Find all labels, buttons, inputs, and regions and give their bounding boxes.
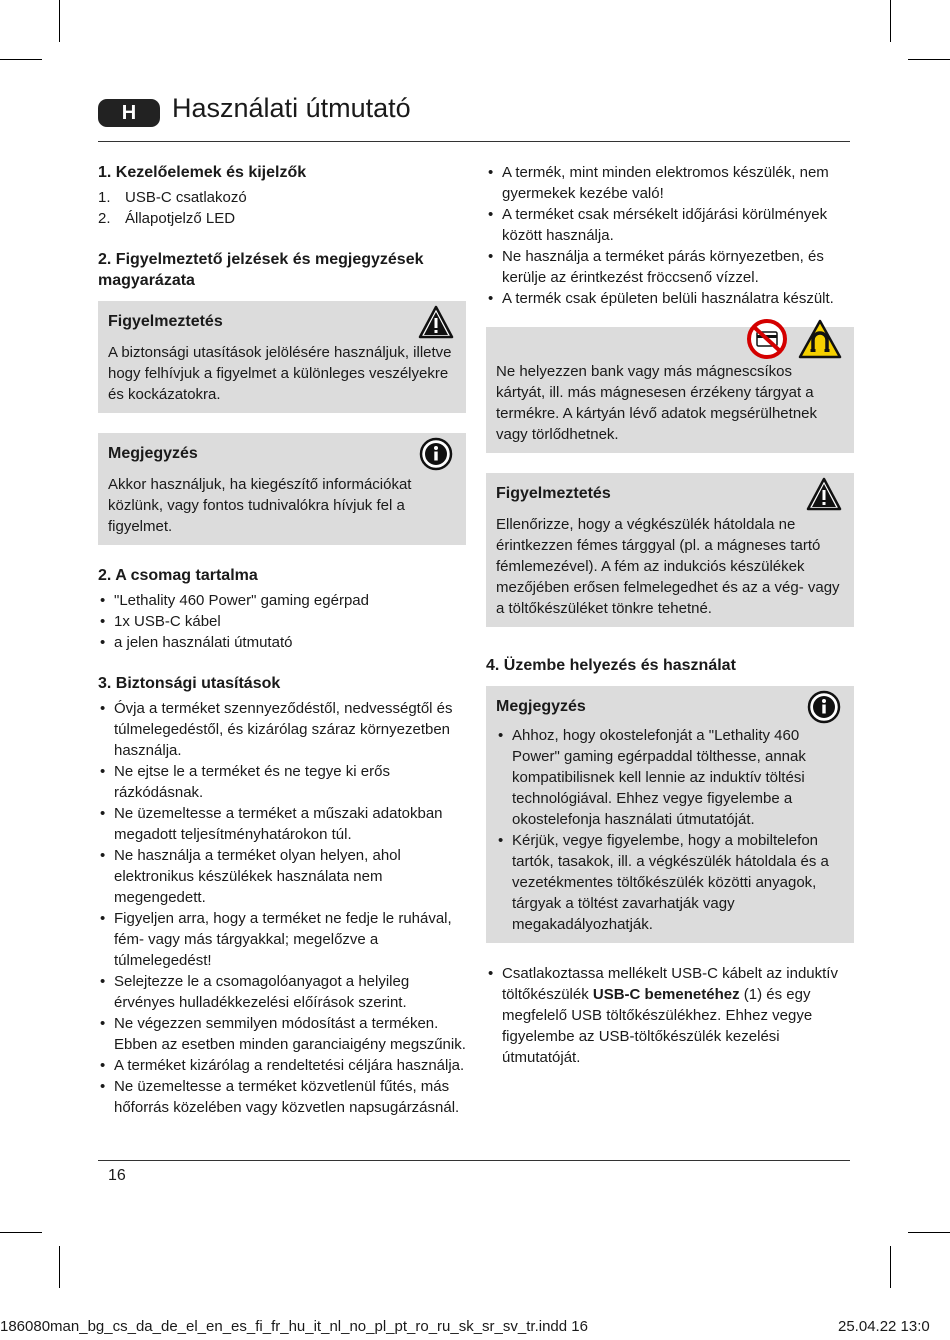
list-item: • Figyeljen arra, hogy a terméket ne fedje le ruhával, fém- vagy más tárgyakkal; megelőzve a túlmelegedést! xyxy=(98,908,466,971)
list-item: • Ne ejtse le a terméket és ne tegye ki erős rázkódásnak. xyxy=(98,761,466,803)
list-item: • "Lethality 460 Power" gaming egérpad xyxy=(98,590,466,611)
box-title: Figyelmeztetés xyxy=(108,313,223,330)
section-heading: 2. Figyelmeztető jelzések és megjegyzések magyarázata xyxy=(98,251,424,289)
page-number: 16 xyxy=(108,1167,126,1184)
language-badge: H xyxy=(98,99,160,127)
controls-list xyxy=(98,187,466,229)
section-package xyxy=(98,565,466,653)
list-item: • A termék, mint minden elektromos készülék, nem gyermekek kezébe való! xyxy=(486,162,854,204)
right-column xyxy=(486,162,854,1088)
emphasis-text: USB-C bemenetéhez xyxy=(592,986,740,1003)
list-item: • A terméket kizárólag a rendeltetési céljára használja. xyxy=(98,1055,466,1076)
usage-steps xyxy=(486,963,854,1068)
list-item: • a jelen használati útmutató xyxy=(98,632,466,653)
list-item: • A terméket csak mérsékelt időjárási körülmények között használja. xyxy=(486,204,854,246)
page-header xyxy=(98,93,850,142)
package-list xyxy=(98,590,466,653)
crop-mark xyxy=(59,0,60,42)
section-controls xyxy=(98,162,466,229)
page-footer xyxy=(98,1160,850,1184)
magnetic-field-warning-icon xyxy=(798,319,842,359)
box-title: Figyelmeztetés xyxy=(496,485,611,502)
box-title: Megjegyzés xyxy=(496,698,586,715)
list-item: • Ne használja a terméket párás környezetben, és kerülje az érintkezést fröccsenő vízzel. xyxy=(486,246,854,288)
info-circle-icon xyxy=(806,690,842,729)
list-item: • 1x USB-C kábel xyxy=(98,611,466,632)
list-item: • Ne használja a terméket olyan helyen, ahol elektronikus készülékek használata nem megengedett. xyxy=(98,845,466,908)
no-magnetic-cards-icon xyxy=(746,319,788,359)
list-item: • Csatlakoztassa mellékelt USB-C kábelt az induktív töltőkészülék USB-C bemenetéhez (1) és egy megfelelő USB töltőkészülékhez. Ehhez vegye figyelembe az USB-töltőkészülék kezelési útmutatóját. xyxy=(486,963,854,1068)
list-item: • Kérjük, vegye figyelembe, hogy a mobiltelefon tartók, tasakok, ill. a végkészülék hátoldala és a vezetékmentes töltőkészülék közötti anyagok, tárgyak a töltést zavarhatják vagy megakadályozhatják. xyxy=(496,830,844,935)
box-title: Megjegyzés xyxy=(108,445,198,462)
list-item: 1. USB-C csatlakozó xyxy=(98,189,247,206)
list-item: • Ne végezzen semmilyen módosítást a terméken. Ebben az esetben minden garanciaigény megszűnik. xyxy=(98,1013,466,1055)
magnet-warning-box xyxy=(486,327,854,453)
section-heading: 4. Üzembe helyezés és használat xyxy=(486,657,736,674)
crop-mark xyxy=(0,1232,42,1233)
box-text: Ne helyezzen bank vagy más mágnescsíkos kártyát, ill. más mágnesesen érzékeny tárgyat a termékre. A kártyán lévő adatok megsérülhetnek vagy törlődhetnek. xyxy=(496,363,818,443)
warning-box xyxy=(98,301,466,413)
warning-box xyxy=(486,473,854,627)
left-column xyxy=(98,162,466,1138)
box-text: Ellenőrizze, hogy a végkészülék hátoldala ne érintkezzen fémes tárggyal (pl. a mágneses tartó fémlemezével). A fém az indukciós készülékek mezőjében erősen felmelegedhet és az a vég- vagy a töltőkészüléket tönkre tehetné. xyxy=(496,516,840,617)
safety-list xyxy=(98,698,466,1118)
crop-mark xyxy=(890,1246,891,1288)
crop-mark xyxy=(908,59,950,60)
section-usage xyxy=(486,655,854,1068)
list-item: • Ne üzemeltesse a terméket a műszaki adatokban megadott teljesítményhatárokon túl. xyxy=(98,803,466,845)
list-item: • Ahhoz, hogy okostelefonját a "Lethality 460 Power" gaming egérpaddal tölthesse, annak kompatibilisnek kell lennie az induktív töltési technológiával. Ehhez vegye figyelembe a okostelefonja használati útmutatóját. xyxy=(496,725,844,830)
warning-triangle-icon xyxy=(806,477,842,516)
crop-mark xyxy=(0,59,42,60)
box-text: A biztonsági utasítások jelölésére használjuk, illetve hogy felhívjuk a figyelmet a különleges veszélyekre és kockázatokra. xyxy=(108,344,452,403)
info-circle-icon xyxy=(418,437,454,476)
crop-mark xyxy=(59,1246,60,1288)
document-title: Használati útmutató xyxy=(172,93,411,123)
box-text: Akkor használjuk, ha kiegészítő információkat közlünk, vagy fontos tudnivalókra hívjuk fel a figyelmet. xyxy=(108,476,412,535)
section-heading: 1. Kezelőelemek és kijelzők xyxy=(98,164,307,181)
print-slug-date: 25.04.22 13:0 xyxy=(838,1318,930,1335)
list-item: • Selejtezze le a csomagolóanyagot a helyileg érvényes hulladékkezelési előírások szerint. xyxy=(98,971,466,1013)
section-heading: 3. Biztonsági utasítások xyxy=(98,675,281,692)
print-slug: 186080man_bg_cs_da_de_el_en_es_fi_fr_hu_it_nl_no_pl_pt_ro_ru_sk_sr_sv_tr.indd 16 xyxy=(0,1318,588,1335)
note-list xyxy=(496,725,844,935)
note-box xyxy=(486,686,854,943)
list-item: 2. Állapotjelző LED xyxy=(98,210,236,227)
section-safety xyxy=(98,673,466,1118)
magnet-icons xyxy=(746,319,842,359)
list-item: • Ne üzemeltesse a terméket közvetlenül fűtés, más hőforrás közelében vagy közvetlen napsugárzásnál. xyxy=(98,1076,466,1118)
crop-mark xyxy=(890,0,891,42)
section-heading: 2. A csomag tartalma xyxy=(98,567,258,584)
warning-triangle-icon xyxy=(418,305,454,344)
crop-mark xyxy=(908,1232,950,1233)
list-item: • A termék csak épületen belüli használatra készült. xyxy=(486,288,854,309)
section-warnings-explained xyxy=(98,249,466,545)
safety-list-continued xyxy=(486,162,854,309)
list-item: • Óvja a terméket szennyeződéstől, nedvességtől és túlmelegedéstől, és kizárólag száraz környezetben használja. xyxy=(98,698,466,761)
note-box xyxy=(98,433,466,545)
